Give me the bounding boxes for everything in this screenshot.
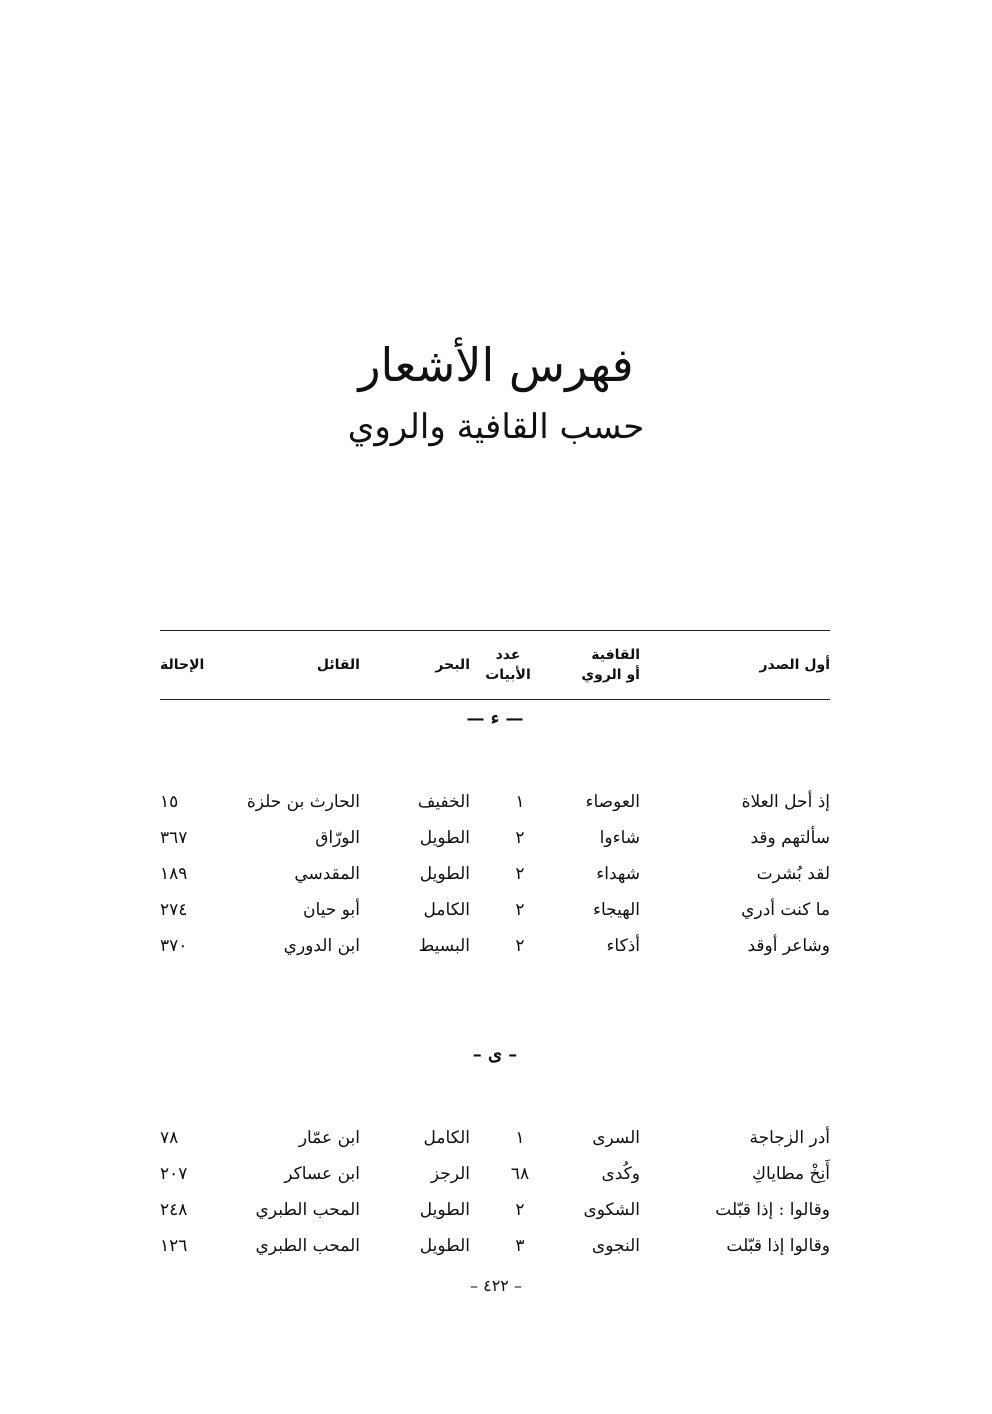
spacer — [160, 964, 830, 1040]
cell-bahr: الطويل — [419, 864, 470, 884]
header-ref — [160, 631, 230, 699]
cell-bahr: الطويل — [419, 1236, 470, 1256]
cell-qail: أبو حيان — [303, 900, 360, 920]
header-sadr — [690, 631, 830, 699]
header-bahr — [360, 631, 470, 699]
cell-bahr: الكامل — [423, 900, 470, 920]
table-row — [160, 1228, 830, 1264]
header-qafiya — [530, 631, 640, 699]
header-qafiya-line1: القافية — [591, 647, 640, 663]
table-row — [160, 1156, 830, 1192]
cell-count: ٢ — [515, 900, 525, 920]
cell-qail: ابن عساكر — [284, 1164, 360, 1184]
cell-ref: ١٢٦ — [160, 1236, 188, 1256]
header-qail-label: القائل — [316, 657, 360, 673]
cell-qail: المحب الطبري — [255, 1200, 360, 1220]
cell-bahr: الطويل — [419, 828, 470, 848]
cell-ref: ٢٠٧ — [160, 1164, 188, 1184]
cell-sadr: وقالوا : إذا قبّلت — [715, 1200, 830, 1220]
header-qafiya-line2: أو الروي — [581, 667, 640, 683]
cell-ref: ٧٨ — [160, 1128, 179, 1148]
page-number: – ٤٢٢ – — [470, 1276, 522, 1295]
cell-qafiya: أذكاء — [606, 936, 640, 956]
table-row — [160, 928, 830, 964]
table-header — [160, 631, 830, 699]
title-block — [0, 335, 992, 453]
cell-sadr: ما كنت أدري — [741, 900, 830, 920]
table-row — [160, 892, 830, 928]
cell-sadr: إذ أحل العلاة — [741, 792, 830, 812]
cell-count: ٢ — [515, 936, 525, 956]
header-bottom-rule — [160, 699, 830, 700]
cell-ref: ٣٦٧ — [160, 828, 188, 848]
header-count-line2: الأبيات — [485, 667, 531, 683]
cell-count: ١ — [515, 792, 525, 812]
cell-qafiya: شهداء — [596, 864, 640, 884]
table-row — [160, 1192, 830, 1228]
spacer — [160, 1070, 830, 1120]
poetry-index-table — [160, 630, 830, 1264]
cell-ref: ٣٧٠ — [160, 936, 188, 956]
cell-qafiya: العوصاء — [585, 792, 640, 812]
cell-bahr: الرجز — [430, 1164, 470, 1184]
cell-sadr: لقد بُشرت — [756, 864, 830, 884]
cell-count: ١ — [515, 1128, 525, 1148]
cell-sadr: وقالوا إذا قبّلت — [726, 1236, 830, 1256]
page-subtitle: حسب القافية والروي — [347, 407, 645, 447]
cell-bahr: الخفيف — [417, 792, 470, 812]
cell-sadr: وشاعر أوقد — [747, 936, 830, 956]
section-heading-ya: – ى – — [472, 1044, 518, 1065]
cell-qail: المقدسي — [294, 864, 360, 884]
cell-qail: المحب الطبري — [255, 1236, 360, 1256]
cell-qail: الحارث بن حلزة — [246, 792, 360, 812]
cell-ref: ٢٤٨ — [160, 1200, 188, 1220]
cell-qail: ابن الدوري — [283, 936, 360, 956]
header-sadr-label: أول الصدر — [759, 657, 830, 673]
table-row — [160, 784, 830, 820]
cell-ref: ١٥ — [160, 792, 179, 812]
table-row — [160, 856, 830, 892]
cell-count: ٣ — [515, 1236, 525, 1256]
header-count — [478, 631, 538, 699]
cell-qafiya: السرى — [592, 1128, 640, 1148]
cell-bahr: البسيط — [418, 936, 470, 956]
page-title: فهرس الأشعار — [358, 338, 634, 392]
header-count-line1: عدد — [495, 647, 521, 663]
cell-count: ٢ — [515, 828, 525, 848]
cell-qafiya: وكُدى — [601, 1164, 640, 1184]
cell-count: ٢ — [515, 1200, 525, 1220]
cell-bahr: الكامل — [423, 1128, 470, 1148]
header-bahr-label: البحر — [435, 657, 470, 673]
cell-qafiya: شاءوا — [599, 828, 640, 848]
spacer — [160, 734, 830, 784]
table-row — [160, 1120, 830, 1156]
cell-sadr: أَنِخْ مطاياكِ — [752, 1164, 830, 1184]
cell-sadr: أدر الزجاجة — [749, 1128, 830, 1148]
cell-qafiya: الهيجاء — [592, 900, 640, 920]
cell-count: ٦٨ — [510, 1164, 530, 1184]
cell-bahr: الطويل — [419, 1200, 470, 1220]
cell-qafiya: الشكوى — [583, 1200, 640, 1220]
table-row — [160, 820, 830, 856]
section-heading-hamza: — ء — — [466, 708, 524, 729]
cell-qail: الورّاق — [315, 828, 360, 848]
cell-ref: ١٨٩ — [160, 864, 188, 884]
cell-sadr: سألتهم وقد — [750, 828, 830, 848]
header-ref-label: الإحالة — [160, 657, 205, 673]
cell-qafiya: النجوى — [591, 1236, 640, 1256]
cell-ref: ٢٧٤ — [160, 900, 188, 920]
cell-count: ٢ — [515, 864, 525, 884]
cell-qail: ابن عمّار — [298, 1128, 360, 1148]
